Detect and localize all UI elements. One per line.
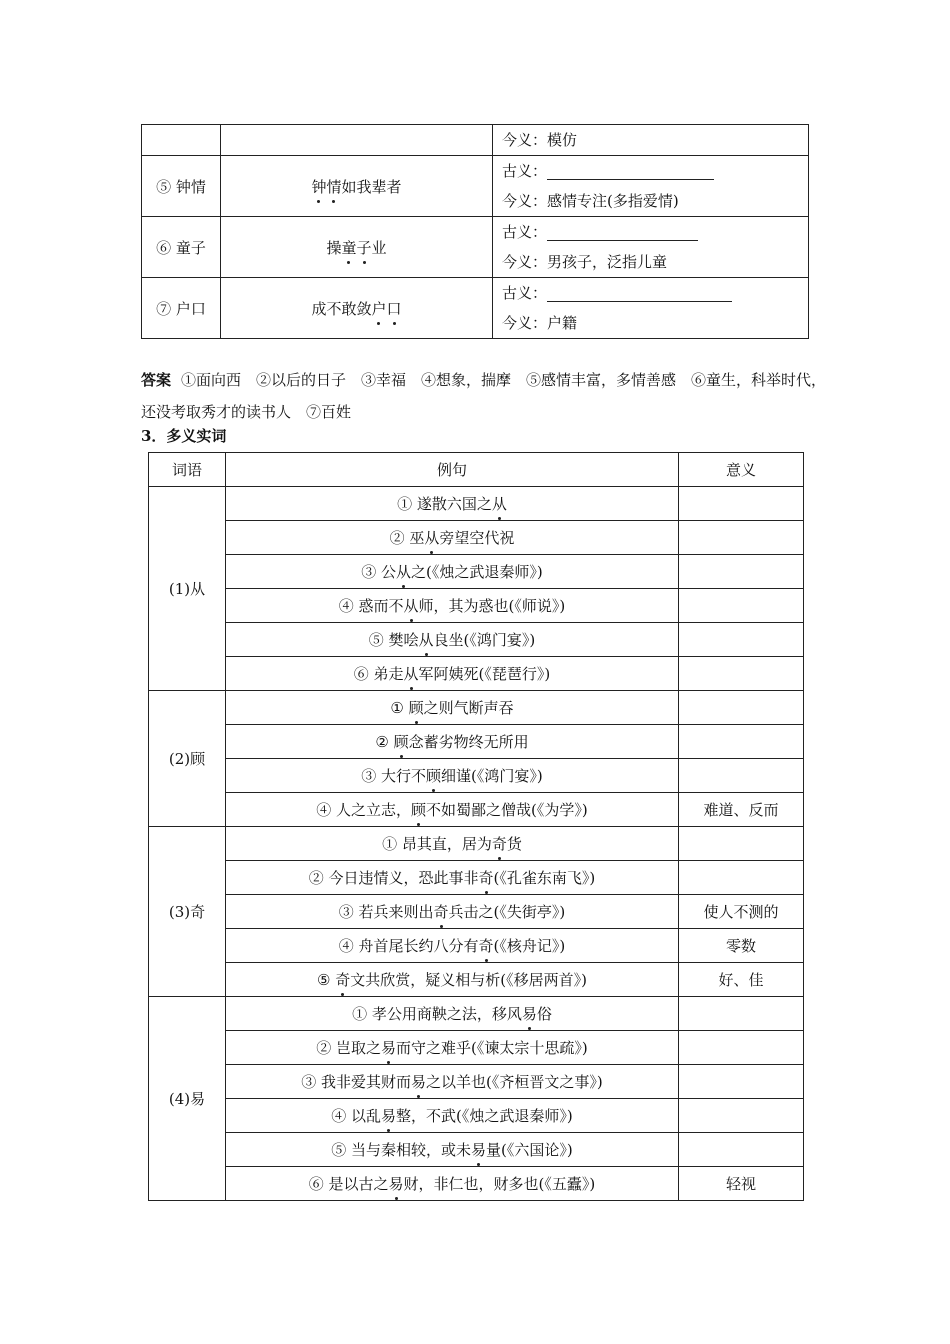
example-sentence-cell: ③ 若兵来则出奇兵击之(《失街亭》) [226, 895, 679, 929]
answer-blank [547, 286, 732, 302]
meaning-cell [679, 827, 804, 861]
meaning-line [502, 125, 808, 155]
table-row [149, 691, 804, 725]
example-cell: 钟情如我辈者 [221, 156, 493, 217]
meaning-label: 古义： [502, 162, 548, 180]
meaning-cell [679, 487, 804, 521]
example-sentence-cell: ⑤ 奇文共欣赏，疑义相与析(《移居两首》) [226, 963, 679, 997]
emphasis-dot-char: 易 [521, 1005, 537, 1023]
emphasis-dot-char: 易 [471, 1141, 487, 1159]
table-row [149, 963, 804, 997]
example-sentence-cell: ① 顾之则气断声吞 [226, 691, 679, 725]
emphasis-dot-char: 户 [371, 299, 387, 318]
emphasis-dot-char: 顾 [411, 801, 427, 819]
meaning-cell: 使人不测的 [679, 895, 804, 929]
emphasis-dot-char: 从 [396, 563, 412, 581]
table-row [149, 623, 804, 657]
table-row [149, 1167, 804, 1201]
meaning-text: 今义：模仿 [502, 131, 578, 149]
meaning-cell [679, 997, 804, 1031]
emphasis-dot-char: 情 [326, 177, 342, 196]
meaning-cell: 零数 [679, 929, 804, 963]
table-row [149, 555, 804, 589]
answer-blank [547, 164, 714, 180]
table-row [142, 156, 809, 217]
word-cell [142, 125, 221, 156]
table-row [149, 521, 804, 555]
table-row [149, 589, 804, 623]
meaning-cell [679, 589, 804, 623]
example-sentence-cell: ④ 惑而不从师，其为惑也(《师说》) [226, 589, 679, 623]
answer-blank [547, 225, 698, 241]
table-row [149, 657, 804, 691]
example-sentence-cell: ③ 我非爱其财而易之以羊也(《齐桓晋文之事》) [226, 1065, 679, 1099]
meaning-cell [493, 278, 809, 339]
table-row [149, 861, 804, 895]
table-row [149, 1099, 804, 1133]
table-row [149, 997, 804, 1031]
table-row [149, 793, 804, 827]
meaning-cell [679, 555, 804, 589]
example-cell [221, 125, 493, 156]
meaning-line [502, 247, 808, 277]
header-cell: 意义 [679, 453, 804, 487]
polysemous-words-table [148, 452, 804, 1201]
word-cell: ⑥ 童子 [142, 217, 221, 278]
table-row [142, 125, 809, 156]
example-cell: 操童子业 [221, 217, 493, 278]
table-row [142, 278, 809, 339]
word-cell: (3)奇 [149, 827, 226, 997]
meaning-cell [493, 125, 809, 156]
meaning-line [502, 186, 808, 216]
meaning-text: 今义：感情专注(多指爱情) [502, 192, 679, 210]
meaning-line [502, 278, 808, 308]
emphasis-dot-char: 从 [418, 631, 434, 649]
emphasis-dot-char: 从 [491, 495, 507, 513]
table-row [149, 827, 804, 861]
table-row [149, 1133, 804, 1167]
meaning-cell [679, 1065, 804, 1099]
emphasis-dot-char: 顾 [393, 733, 409, 751]
emphasis-dot-char: 易 [411, 1073, 427, 1091]
table-row [149, 759, 804, 793]
table-row [149, 929, 804, 963]
example-sentence-cell: ④ 舟首尾长约八分有奇(《核舟记》) [226, 929, 679, 963]
example-sentence-cell: ④ 以乱易整，不武(《烛之武退秦师》) [226, 1099, 679, 1133]
example-sentence-cell: ⑥ 弟走从军阿姨死(《琵琶行》) [226, 657, 679, 691]
example-sentence-cell: ④ 人之立志，顾不如蜀鄙之僧哉(《为学》) [226, 793, 679, 827]
meaning-cell [493, 156, 809, 217]
meaning-cell [679, 623, 804, 657]
table-row [149, 1065, 804, 1099]
example-cell: 成不敢敛户口 [221, 278, 493, 339]
emphasis-dot-char: 从 [403, 597, 419, 615]
example-sentence-cell: ⑤ 当与秦相较，或未易量(《六国论》) [226, 1133, 679, 1167]
example-sentence-cell: ⑥ 是以古之易财，非仁也，财多也(《五蠹》) [226, 1167, 679, 1201]
example-sentence-cell: ② 顾念蓄劣物终无所用 [226, 725, 679, 759]
header-cell: 例句 [226, 453, 679, 487]
emphasis-dot-char: 子 [356, 238, 372, 257]
table-row [149, 895, 804, 929]
emphasis-dot-char: 从 [424, 529, 440, 547]
table-row [142, 217, 809, 278]
answer-label: 答案 [141, 371, 172, 389]
answer-text: ①面向西 ②以后的日子 ③幸福 ④想象，揣摩 ⑤感情丰富，多情善感 ⑥童生，科举时代，还没考取秀才的读书人 ⑦百姓 [141, 371, 827, 421]
meaning-cell [679, 657, 804, 691]
meaning-label: 古义： [502, 284, 548, 302]
emphasis-dot-char: 童 [341, 238, 357, 257]
table-row [149, 725, 804, 759]
example-sentence-cell: ② 巫从旁望空代祝 [226, 521, 679, 555]
emphasis-dot-char: 易 [388, 1175, 404, 1193]
emphasis-dot-char: 奇 [478, 869, 494, 887]
meaning-cell [679, 861, 804, 895]
meaning-cell [679, 691, 804, 725]
meaning-cell [679, 759, 804, 793]
meaning-cell [679, 1133, 804, 1167]
word-cell: ⑦ 户口 [142, 278, 221, 339]
word-cell: (2)顾 [149, 691, 226, 827]
emphasis-dot-char: 奇 [335, 971, 351, 989]
emphasis-dot-char: 易 [381, 1107, 397, 1125]
emphasis-dot-char: 奇 [433, 903, 449, 921]
meaning-cell: 好、佳 [679, 963, 804, 997]
example-sentence-cell: ⑤ 樊哙从良坐(《鸿门宴》) [226, 623, 679, 657]
meaning-text: 今义：男孩子，泛指儿童 [502, 253, 668, 271]
emphasis-dot-char: 从 [403, 665, 419, 683]
table-row [149, 1031, 804, 1065]
example-sentence-cell: ① 遂散六国之从 [226, 487, 679, 521]
meaning-cell [679, 1099, 804, 1133]
meaning-cell: 难道、反而 [679, 793, 804, 827]
emphasis-dot-char: 奇 [478, 937, 494, 955]
meaning-line [502, 308, 808, 338]
emphasis-dot-char: 顾 [408, 699, 424, 717]
meaning-cell [679, 725, 804, 759]
meaning-cell [679, 1031, 804, 1065]
meaning-cell [679, 521, 804, 555]
emphasis-dot-char: 奇 [491, 835, 507, 853]
meaning-text: 今义：户籍 [502, 314, 578, 332]
meaning-line [502, 156, 808, 186]
example-sentence-cell: ② 岂取之易而守之难乎(《谏太宗十思疏》) [226, 1031, 679, 1065]
section-heading: 3．多义实词 [141, 427, 227, 445]
example-sentence-cell: ① 昂其直，居为奇货 [226, 827, 679, 861]
emphasis-dot-char: 顾 [426, 767, 442, 785]
emphasis-dot-char: 口 [386, 299, 402, 318]
word-cell: ⑤ 钟情 [142, 156, 221, 217]
word-cell: (4)易 [149, 997, 226, 1201]
example-sentence-cell: ③ 大行不顾细谨(《鸿门宴》) [226, 759, 679, 793]
ancient-modern-meaning-table [141, 124, 809, 339]
answer-block [141, 364, 831, 428]
word-cell: (1)从 [149, 487, 226, 691]
meaning-label: 古义： [502, 223, 548, 241]
header-cell: 词语 [149, 453, 226, 487]
meaning-cell [493, 217, 809, 278]
example-sentence-cell: ① 孝公用商鞅之法，移风易俗 [226, 997, 679, 1031]
example-sentence-cell: ② 今日违情义，恐此事非奇(《孔雀东南飞》) [226, 861, 679, 895]
table-header-row [149, 453, 804, 487]
emphasis-dot-char: 钟 [311, 177, 327, 196]
emphasis-dot-char: 易 [381, 1039, 397, 1057]
meaning-cell: 轻视 [679, 1167, 804, 1201]
table-row [149, 487, 804, 521]
meaning-line [502, 217, 808, 247]
example-sentence-cell: ③ 公从之(《烛之武退秦师》) [226, 555, 679, 589]
